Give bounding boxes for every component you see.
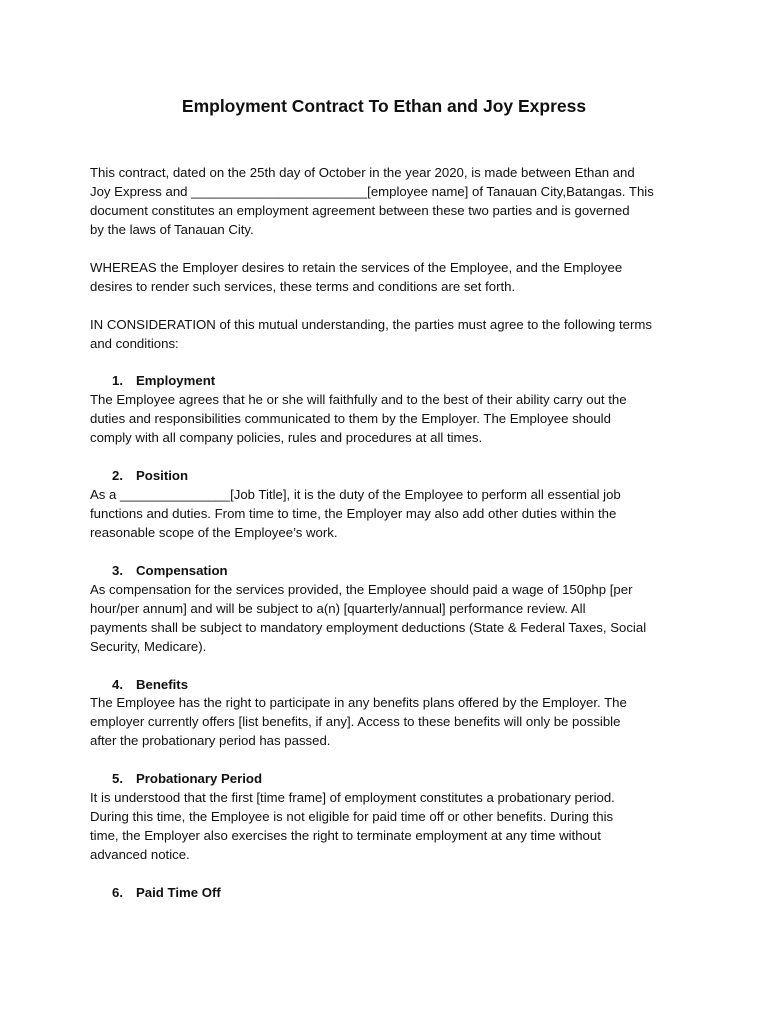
section-number: 4. <box>112 677 123 692</box>
consideration-line: and conditions: <box>90 336 179 351</box>
section-line: after the probationary period has passed. <box>90 733 331 748</box>
section-line: employer currently offers [list benefits, if any]. Access to these benefits will only be possible <box>90 714 621 729</box>
section-line: reasonable scope of the Employee’s work. <box>90 525 338 540</box>
section-number: 2. <box>112 468 123 483</box>
intro-line: by the laws of Tanauan City. <box>90 222 254 237</box>
whereas-line: desires to render such services, these terms and conditions are set forth. <box>90 279 516 294</box>
section-heading-employment <box>112 371 215 390</box>
section-number: 5. <box>112 771 123 786</box>
intro-paragraph <box>90 163 690 239</box>
section-line: comply with all company policies, rules and procedures at all times. <box>90 430 483 445</box>
section-line: duties and responsibilities communicated to them by the Employer. The Employee should <box>90 411 611 426</box>
section-heading-paid-time-off <box>112 883 221 902</box>
section-number: 1. <box>112 373 123 388</box>
section-heading-probationary-period <box>112 769 262 788</box>
document-title: Employment Contract To Ethan and Joy Express <box>181 96 587 116</box>
intro-line: Joy Express and ________________________[employee name] of Tanauan City,Batangas. This <box>90 184 654 199</box>
section-line: time, the Employer also exercises the right to terminate employment at any time without <box>90 828 601 843</box>
section-line: The Employee has the right to participate in any benefits plans offered by the Employer. The <box>90 695 627 710</box>
section-title: Employment <box>136 373 216 388</box>
consideration-paragraph <box>90 315 690 353</box>
section-body-benefits <box>90 693 690 750</box>
section-line: As a _______________[Job Title], it is the duty of the Employee to perform all essential job <box>90 487 621 502</box>
whereas-line: WHEREAS the Employer desires to retain the services of the Employee, and the Employee <box>90 260 623 275</box>
section-title: Position <box>136 468 189 483</box>
section-line: The Employee agrees that he or she will faithfully and to the best of their ability carry out the <box>90 392 627 407</box>
section-heading-compensation <box>112 561 228 580</box>
section-line: During this time, the Employee is not eligible for paid time off or other benefits. During this <box>90 809 614 824</box>
section-line: payments shall be subject to mandatory employment deductions (State & Federal Taxes, Social <box>90 620 647 635</box>
intro-line: This contract, dated on the 25th day of October in the year 2020, is made between Ethan and <box>90 165 635 180</box>
section-title: Benefits <box>136 677 189 692</box>
section-heading-benefits <box>112 675 188 694</box>
section-body-position <box>90 485 690 542</box>
consideration-line: IN CONSIDERATION of this mutual understanding, the parties must agree to the following terms <box>90 317 652 332</box>
section-body-compensation <box>90 580 690 656</box>
section-title: Compensation <box>136 563 228 578</box>
section-line: As compensation for the services provided, the Employee should paid a wage of 150php [per <box>90 582 633 597</box>
section-line: hour/per annum] and will be subject to a(n) [quarterly/annual] performance review. All <box>90 601 586 616</box>
section-line: It is understood that the first [time frame] of employment constitutes a probationary period. <box>90 790 615 805</box>
section-line: functions and duties. From time to time, the Employer may also add other duties within the <box>90 506 617 521</box>
section-line: advanced notice. <box>90 847 190 862</box>
section-body-probationary-period <box>90 788 690 864</box>
section-body-employment <box>90 390 690 447</box>
section-number: 3. <box>112 563 123 578</box>
whereas-paragraph <box>90 258 690 296</box>
section-line: Security, Medicare). <box>90 639 207 654</box>
section-title: Probationary Period <box>136 771 263 786</box>
section-title: Paid Time Off <box>136 885 221 900</box>
section-heading-position <box>112 466 188 485</box>
section-number: 6. <box>112 885 123 900</box>
intro-line: document constitutes an employment agreement between these two parties and is governed <box>90 203 630 218</box>
